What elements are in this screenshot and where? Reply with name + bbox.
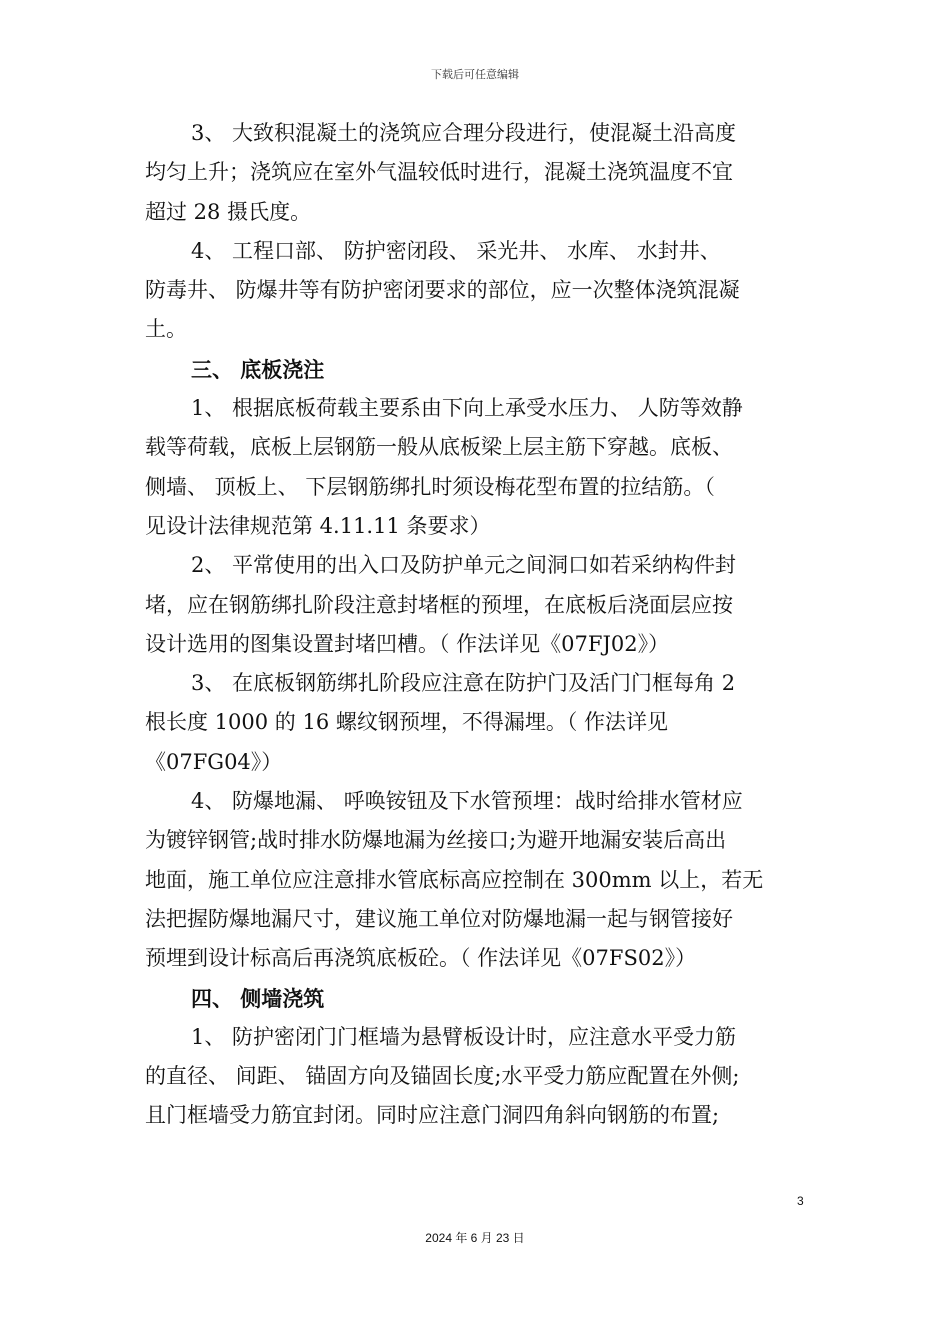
text-line: 4、 防爆地漏、 呼唤铵钮及下水管预埋：战时给排水管材应 — [191, 789, 743, 814]
text-line: 《07FG04》） — [145, 749, 283, 774]
page-number: 3 — [797, 1194, 804, 1208]
text-line: 均匀上升；浇筑应在室外气温较低时进行，混凝土浇筑温度不宜 — [145, 160, 733, 185]
text-line: 为镀锌钢管;战时排水防爆地漏为丝接口;为避开地漏安装后高出 — [145, 828, 727, 853]
text-line: 预埋到设计标高后再浇筑底板砼。（ 作法详见《07FS02》） — [145, 946, 697, 971]
text-line: 防毒井、 防爆井等有防护密闭要求的部位，应一次整体浇筑混凝 — [145, 278, 740, 303]
text-line: 3、 大致积混凝土的浇筑应合理分段进行，使混凝土沿高度 — [191, 121, 737, 145]
text-line: 的直径、 间距、 锚固方向及锚固长度;水平受力筋应配置在外侧; — [145, 1064, 740, 1089]
text-line: 见设计法律规范第 4.11.11 条要求） — [145, 513, 491, 538]
text-line: 3、 在底板钢筋绑扎阶段应注意在防护门及活门门框每角 2 — [191, 671, 736, 696]
text-line: 4、 工程口部、 防护密闭段、 采光井、 水库、 水封井、 — [191, 238, 721, 263]
text-line: 根长度 1000 的 16 螺纹钢预埋，不得漏埋。（ 作法详见 — [145, 710, 669, 735]
document-body — [145, 114, 810, 1136]
text-line: 堵，应在钢筋绑扎阶段注意封堵框的预埋，在底板后浇面层应按 — [145, 592, 733, 617]
text-line: 超过 28 摄氏度。 — [145, 199, 312, 224]
section-heading: 三、 底板浇注 — [191, 356, 325, 382]
text-line: 2、 平常使用的出入口及防护单元之间洞口如若采纳构件封 — [191, 553, 737, 578]
text-line: 侧墙、 顶板上、 下层钢筋绑扎时须设梅花型布置的拉结筋。（ — [145, 474, 715, 499]
text-line: 1、 根据底板荷载主要系由下向上承受水压力、 人防等效静 — [191, 396, 743, 421]
text-line: 设计选用的图集设置封堵凹槽。（ 作法详见《07FJ02》） — [145, 631, 670, 656]
text-line: 地面，施工单位应注意排水管底标高应控制在 300mm 以上，若无 — [145, 867, 764, 892]
footer-date: 2024 年 6 月 23 日 — [425, 1231, 525, 1245]
section-heading: 四、 侧墙浇筑 — [191, 985, 325, 1011]
text-line: 土。 — [145, 317, 187, 342]
text-line: 法把握防爆地漏尺寸，建议施工单位对防爆地漏一起与钢管接好 — [145, 906, 733, 931]
text-line: 1、 防护密闭门门框墙为悬臂板设计时，应注意水平受力筋 — [191, 1024, 737, 1049]
page-header: 下载后可任意编辑 — [431, 68, 519, 81]
text-line: 且门框墙受力筋宜封闭。同时应注意门洞四角斜向钢筋的布置; — [145, 1103, 720, 1128]
text-line: 载等荷载，底板上层钢筋一般从底板梁上层主筋下穿越。底板、 — [145, 435, 733, 460]
